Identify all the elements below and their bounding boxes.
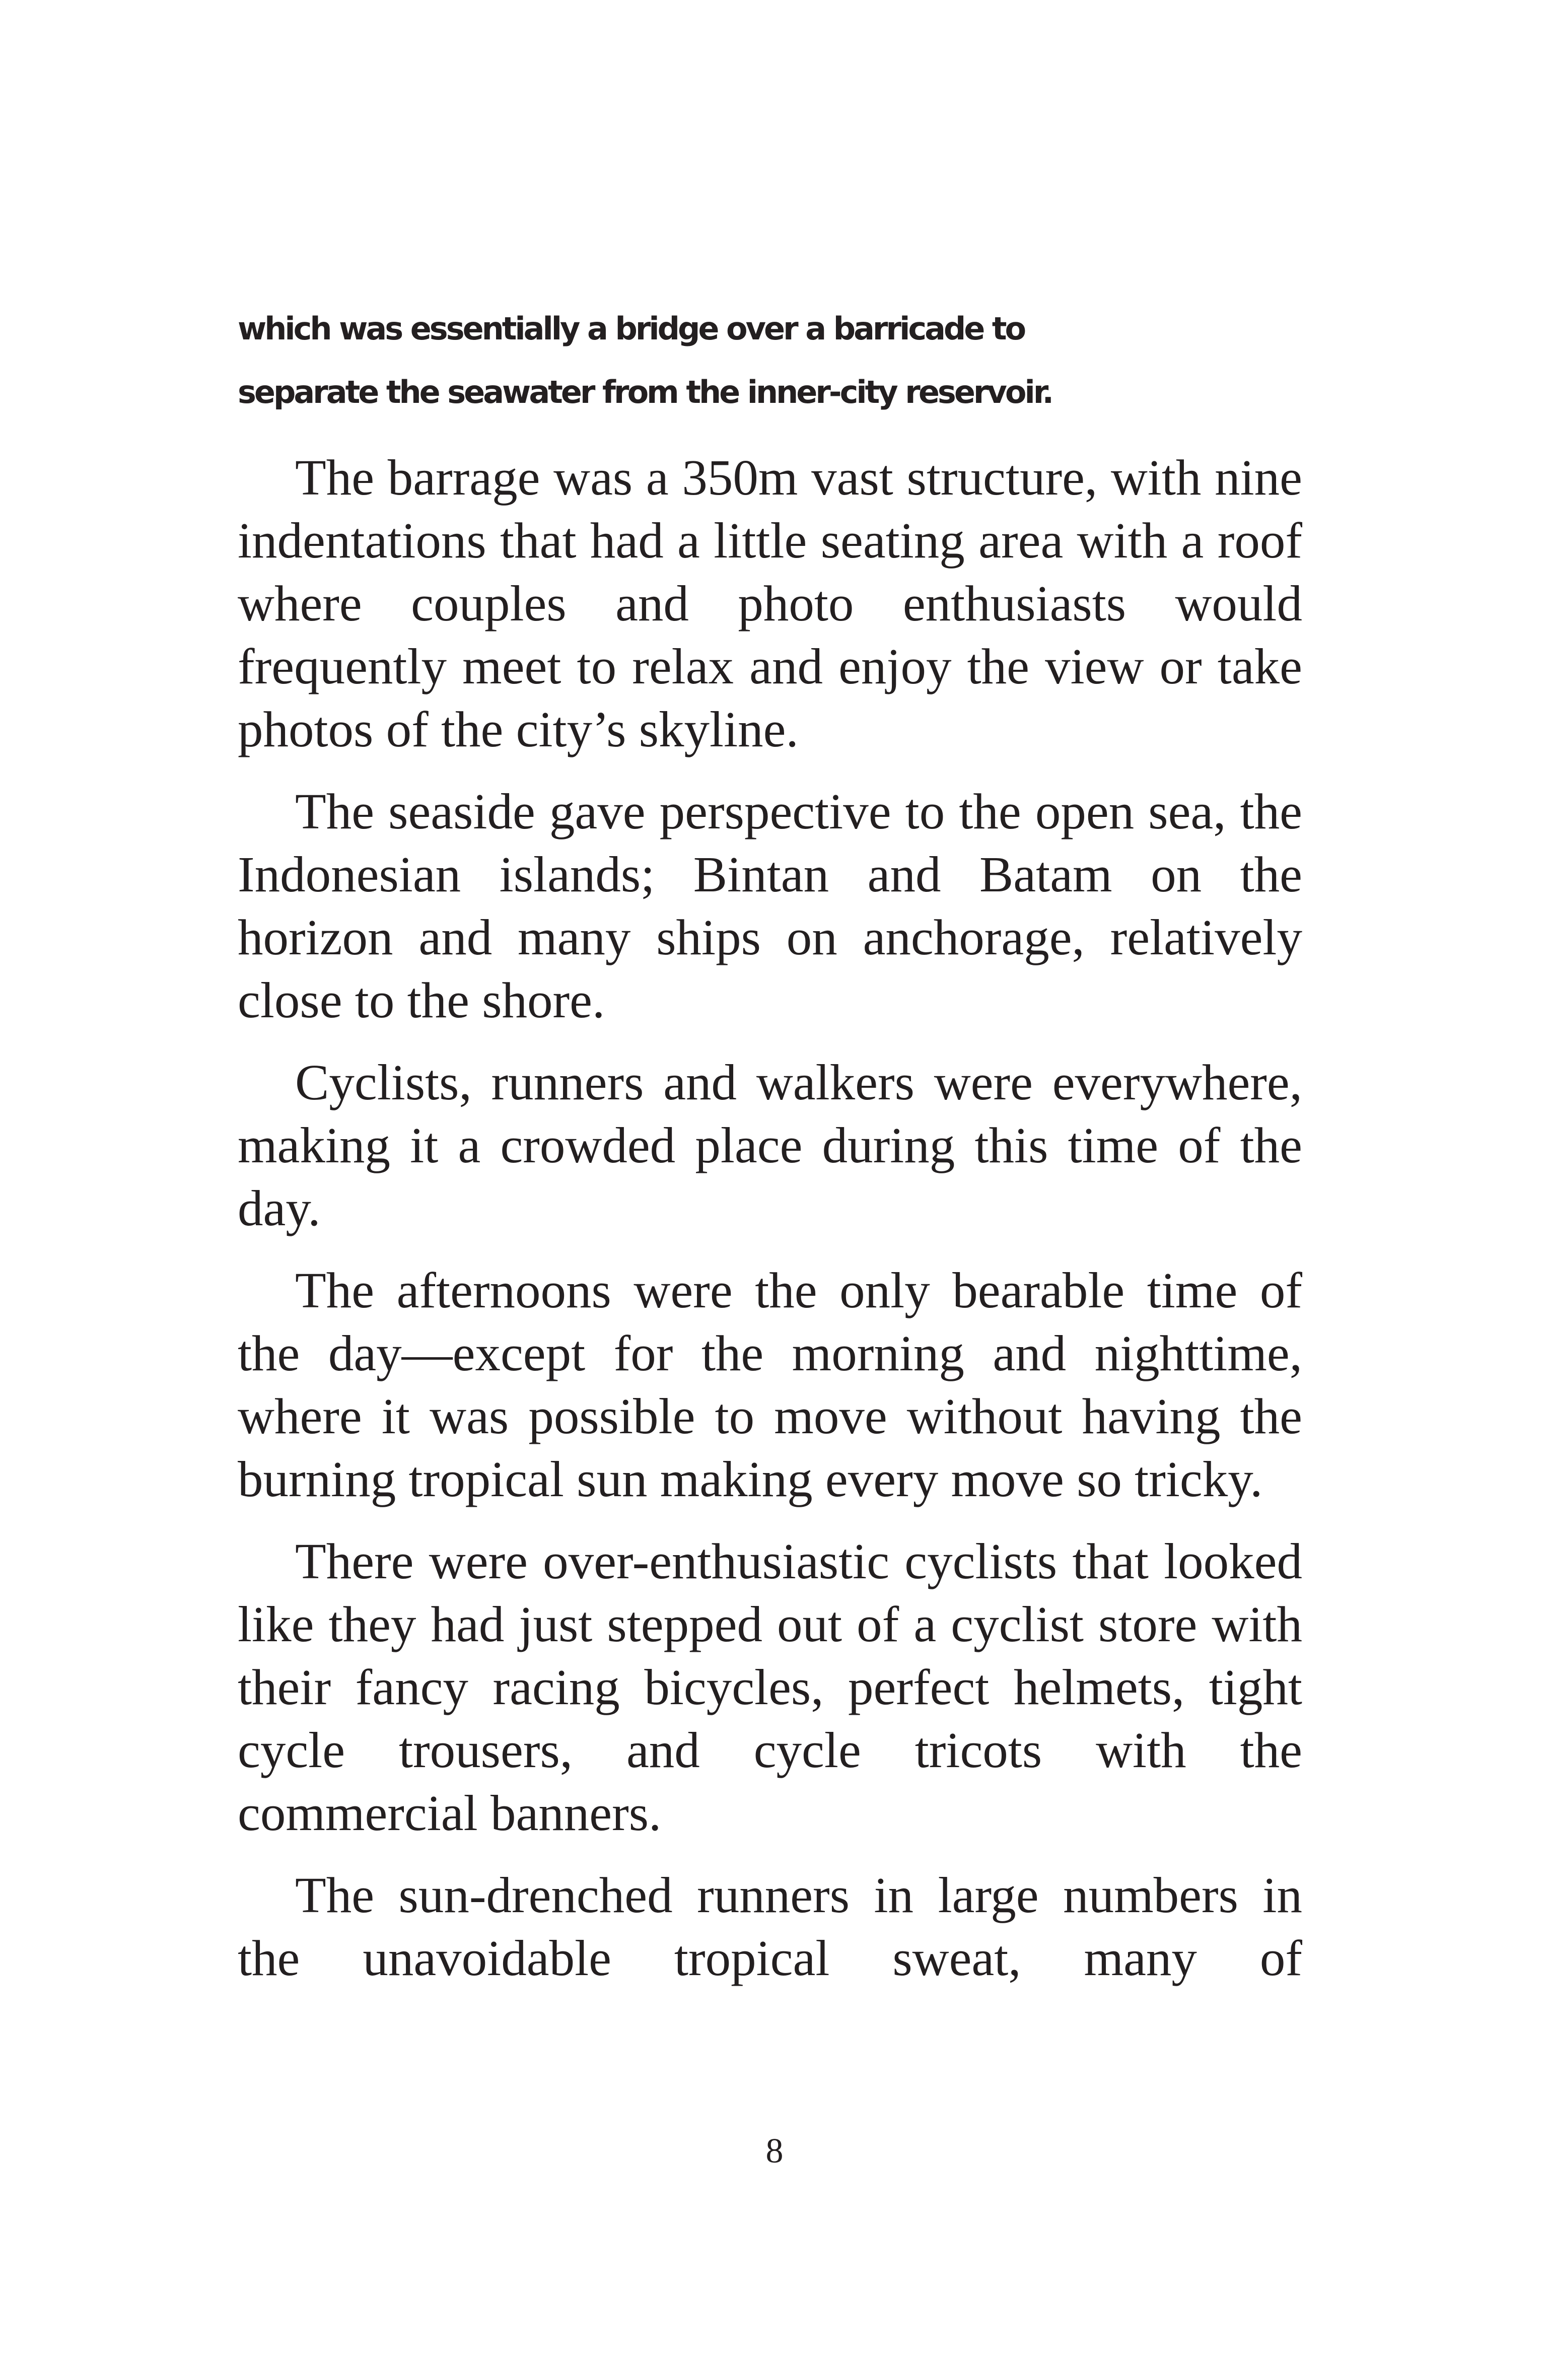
paragraph-seaside: The seaside gave perspective to the open sea, the Indonesian islands; Bintan and Batam on the horizon and many ships on anchorage, relatively close to the shore. [238,783,1302,1028]
bold-intro-text [238,297,1302,424]
body-text [238,297,1302,2009]
page-number: 8 [765,2132,784,2171]
paragraph-barrage: The barrage was a 350m vast structure, with nine indentations that had a little seating area with a roof where couples and photo enthusiasts would frequently meet to relax and enjoy the view or take photos of the city’s skyline. [238,449,1302,757]
paragraph-cyclists-runners: Cyclists, runners and walkers were everywhere, making it a crowded place during this time of the day. [238,1054,1302,1236]
bold-intro-line-1: which was essentially a bridge over a barricade to [238,310,1025,347]
bold-intro-line-2: separate the seawater from the inner-city reservoir. [238,374,1052,410]
paragraph-over-enthusiastic-cyclists: There were over-enthusiastic cyclists that looked like they had just stepped out of a cyclist store with their fancy racing bicycles, perfect helmets, tight cycle trousers, and cycle tricots with the commercial banners. [238,1533,1302,1841]
paragraph-afternoons: The afternoons were the only bearable time of the day—except for the morning and nighttime, where it was possible to move without having the burning tropical sun making every move so tricky. [238,1262,1302,1507]
paragraph-sun-drenched-runners: The sun-drenched runners in large numbers in the unavoidable tropical sweat, many of [238,1867,1302,1986]
